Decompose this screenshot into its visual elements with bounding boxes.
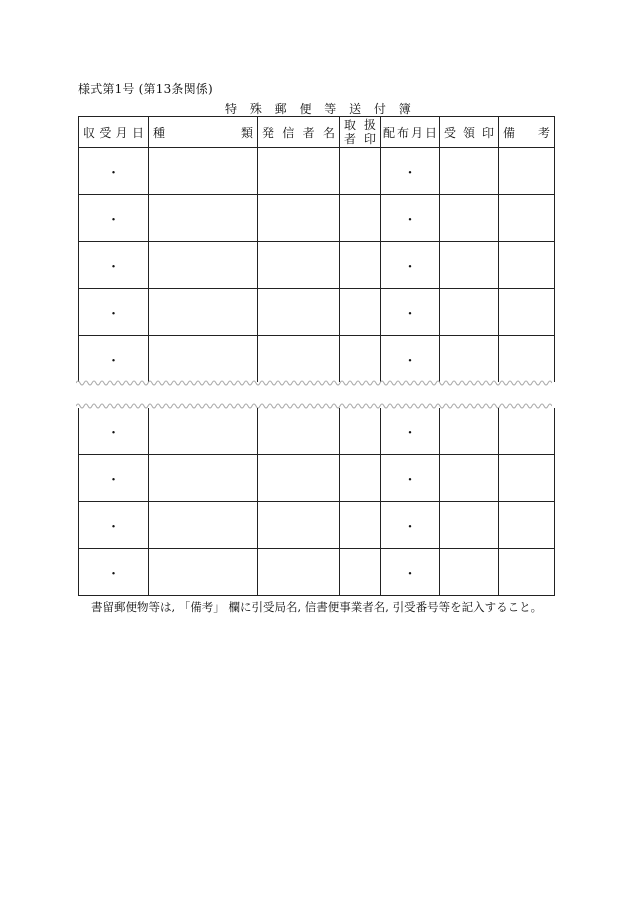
receipt-seal-cell <box>440 289 499 336</box>
handler-seal-cell <box>340 455 381 502</box>
received-date-cell: ・ <box>79 455 149 502</box>
sender-cell <box>258 336 340 383</box>
delivery-date-cell: ・ <box>381 455 440 502</box>
kind-cell <box>149 289 258 336</box>
received-date-cell: ・ <box>79 195 149 242</box>
register-table-bottom <box>78 408 555 596</box>
kind-cell <box>149 502 258 549</box>
table-row <box>79 408 555 455</box>
remarks-cell <box>499 289 555 336</box>
table-row <box>79 289 555 336</box>
delivery-date-cell: ・ <box>381 242 440 289</box>
header-sender: 発 信 者 名 <box>258 117 340 148</box>
kind-cell <box>149 336 258 383</box>
table-row <box>79 502 555 549</box>
handler-seal-cell <box>340 336 381 383</box>
sender-cell <box>258 289 340 336</box>
kind-cell <box>149 148 258 195</box>
form-number: 様式第1号 (第13条関係) <box>78 82 213 96</box>
kind-cell <box>149 455 258 502</box>
remarks-cell <box>499 336 555 383</box>
handler-seal-cell <box>340 408 381 455</box>
kind-cell <box>149 408 258 455</box>
remarks-cell <box>499 549 555 596</box>
table-row <box>79 148 555 195</box>
handler-seal-cell <box>340 549 381 596</box>
handler-seal-cell <box>340 242 381 289</box>
receipt-seal-cell <box>440 148 499 195</box>
table-row <box>79 336 555 383</box>
remarks-cell <box>499 502 555 549</box>
sender-cell <box>258 455 340 502</box>
receipt-seal-cell <box>440 336 499 383</box>
receipt-seal-cell <box>440 455 499 502</box>
receipt-seal-cell <box>440 502 499 549</box>
header-handler-seal: 取 扱 者 印 <box>340 117 381 148</box>
received-date-cell: ・ <box>79 148 149 195</box>
remarks-cell <box>499 242 555 289</box>
table-row <box>79 195 555 242</box>
received-date-cell: ・ <box>79 408 149 455</box>
received-date-cell: ・ <box>79 242 149 289</box>
register-table-top <box>78 116 555 382</box>
table-row <box>79 549 555 596</box>
header-received-date: 収 受 月 日 <box>79 117 149 148</box>
remarks-cell <box>499 148 555 195</box>
handler-seal-cell <box>340 289 381 336</box>
header-row <box>79 117 555 148</box>
header-kind: 種 類 <box>149 117 258 148</box>
table-row <box>79 242 555 289</box>
delivery-date-cell: ・ <box>381 502 440 549</box>
sender-cell <box>258 242 340 289</box>
received-date-cell: ・ <box>79 336 149 383</box>
register-title: 特 殊 郵 便 等 送 付 簿 <box>225 102 411 116</box>
delivery-date-cell: ・ <box>381 336 440 383</box>
receipt-seal-cell <box>440 549 499 596</box>
received-date-cell: ・ <box>79 549 149 596</box>
sender-cell <box>258 408 340 455</box>
table-row <box>79 455 555 502</box>
handler-seal-cell <box>340 195 381 242</box>
remarks-cell <box>499 408 555 455</box>
receipt-seal-cell <box>440 242 499 289</box>
delivery-date-cell: ・ <box>381 408 440 455</box>
handler-seal-cell <box>340 148 381 195</box>
kind-cell <box>149 549 258 596</box>
received-date-cell: ・ <box>79 289 149 336</box>
remarks-cell <box>499 455 555 502</box>
sender-cell <box>258 195 340 242</box>
delivery-date-cell: ・ <box>381 195 440 242</box>
receipt-seal-cell <box>440 408 499 455</box>
received-date-cell: ・ <box>79 502 149 549</box>
remarks-cell <box>499 195 555 242</box>
header-remarks: 備 考 <box>499 117 555 148</box>
delivery-date-cell: ・ <box>381 549 440 596</box>
delivery-date-cell: ・ <box>381 289 440 336</box>
sender-cell <box>258 502 340 549</box>
delivery-date-cell: ・ <box>381 148 440 195</box>
kind-cell <box>149 195 258 242</box>
handler-seal-cell <box>340 502 381 549</box>
header-delivery-date: 配 布 月 日 <box>381 117 440 148</box>
sender-cell <box>258 148 340 195</box>
footnote: 書留郵便物等は, 「備考」 欄に引受局名, 信書便事業者名, 引受番号等を記入すること。 <box>91 600 543 614</box>
break-line-top <box>76 379 552 387</box>
receipt-seal-cell <box>440 195 499 242</box>
kind-cell <box>149 242 258 289</box>
sender-cell <box>258 549 340 596</box>
header-receipt-seal: 受 領 印 <box>440 117 499 148</box>
